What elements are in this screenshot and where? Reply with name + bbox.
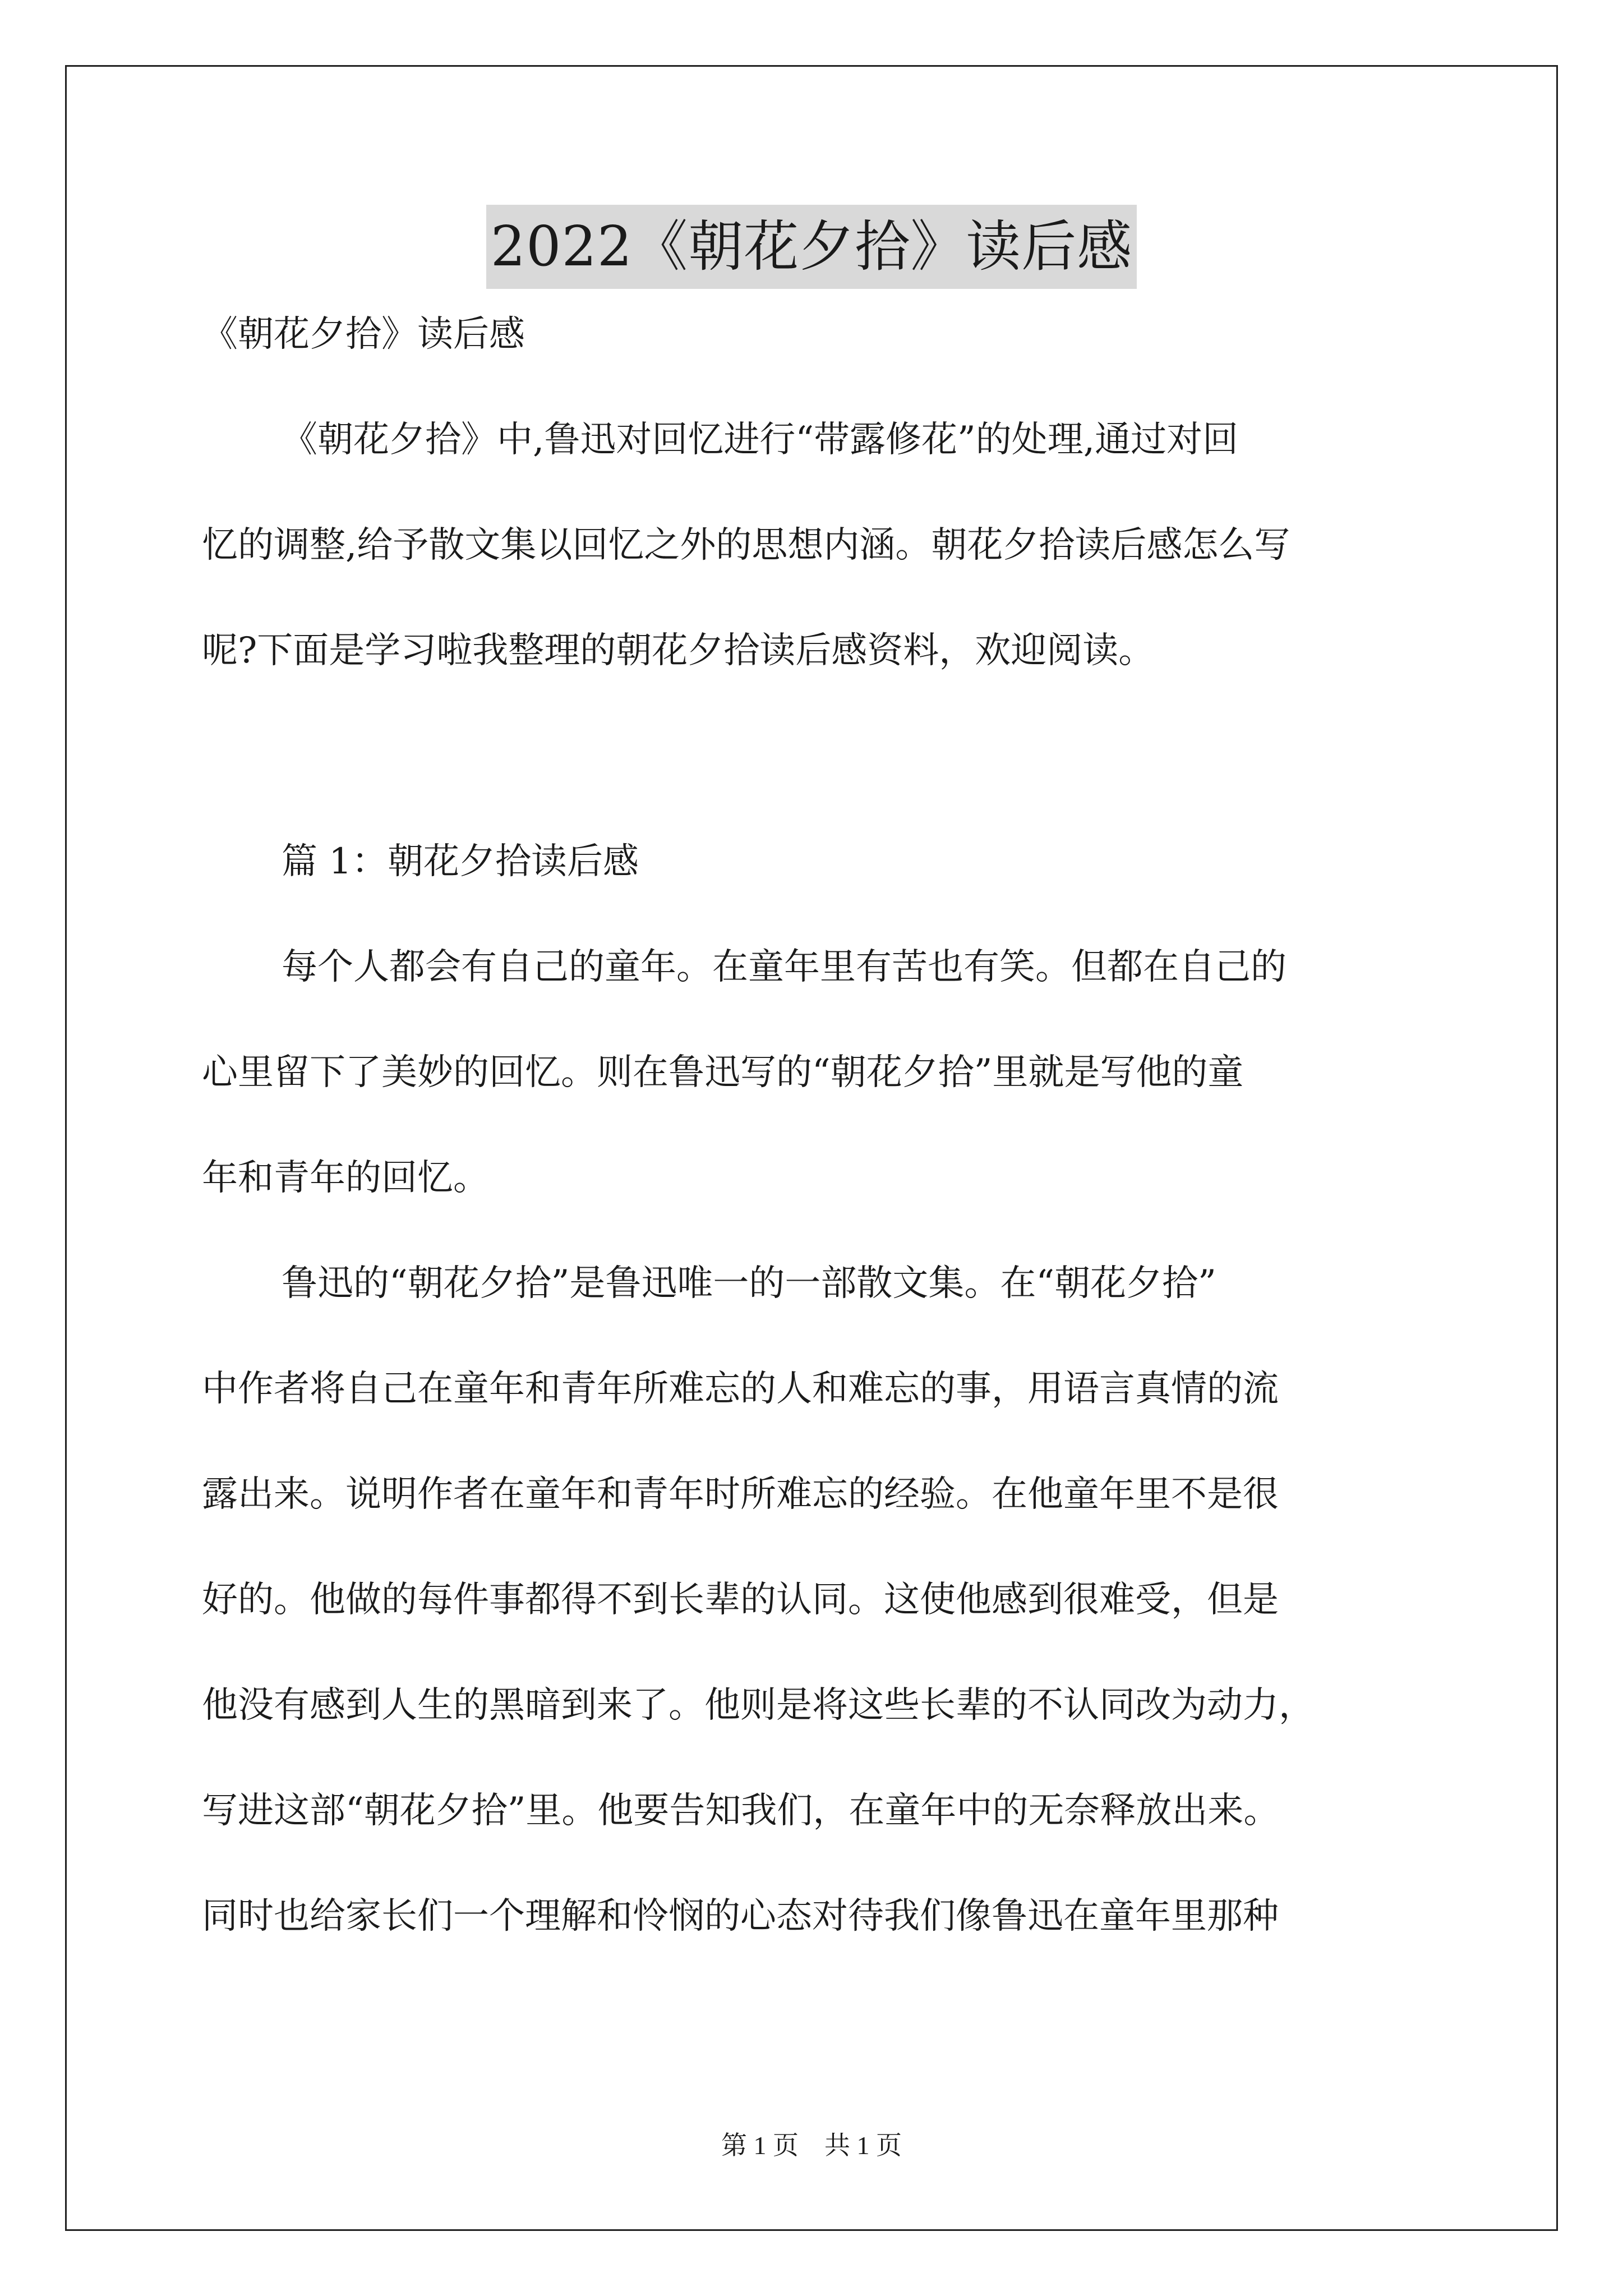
section-heading: 篇 1：朝花夕拾读后感 — [282, 841, 639, 882]
intro-line: 呢?下面是学习啦我整理的朝花夕拾读后感资料，欢迎阅读。 — [202, 630, 1155, 671]
paragraph-line: 每个人都会有自己的童年。在童年里有苦也有笑。但都在自己的 — [282, 946, 1287, 988]
paragraph-line: 好的。他做的每件事都得不到长辈的认同。这使他感到很难受，但是 — [202, 1579, 1279, 1621]
paragraph-line: 他没有感到人生的黑暗到来了。他则是将这些长辈的不认同改为动力， — [202, 1685, 1315, 1726]
paragraph-line: 年和青年的回忆。 — [202, 1157, 489, 1199]
document-body — [202, 307, 1436, 1995]
document-subtitle: 《朝花夕拾》读后感 — [202, 314, 525, 355]
document-title: 2022《朝花夕拾》读后感 — [486, 205, 1137, 289]
intro-line: 《朝花夕拾》中,鲁迅对回忆进行“带露修花”的处理,通过对回 — [282, 419, 1239, 461]
paragraph-line: 写进这部“朝花夕拾”里。他要告知我们，在童年中的无奈释放出来。 — [202, 1790, 1280, 1832]
title-container — [0, 205, 1623, 289]
paragraph-line: 露出来。说明作者在童年和青年时所难忘的经验。在他童年里不是很 — [202, 1474, 1279, 1515]
paragraph-line: 中作者将自己在童年和青年所难忘的人和难忘的事，用语言真情的流 — [202, 1368, 1279, 1410]
page-footer: 第 1 页 共 1 页 — [721, 2131, 902, 2160]
intro-line: 忆的调整,给予散文集以回忆之外的思想内涵。朝花夕拾读后感怎么写 — [202, 524, 1290, 566]
paragraph-line: 鲁迅的“朝花夕拾”是鲁迅唯一的一部散文集。在“朝花夕拾” — [282, 1263, 1216, 1304]
paragraph-line: 同时也给家长们一个理解和怜悯的心态对待我们像鲁迅在童年里那种 — [202, 1895, 1279, 1937]
paragraph-line: 心里留下了美妙的回忆。则在鲁迅写的“朝花夕拾”里就是写他的童 — [202, 1052, 1244, 1093]
